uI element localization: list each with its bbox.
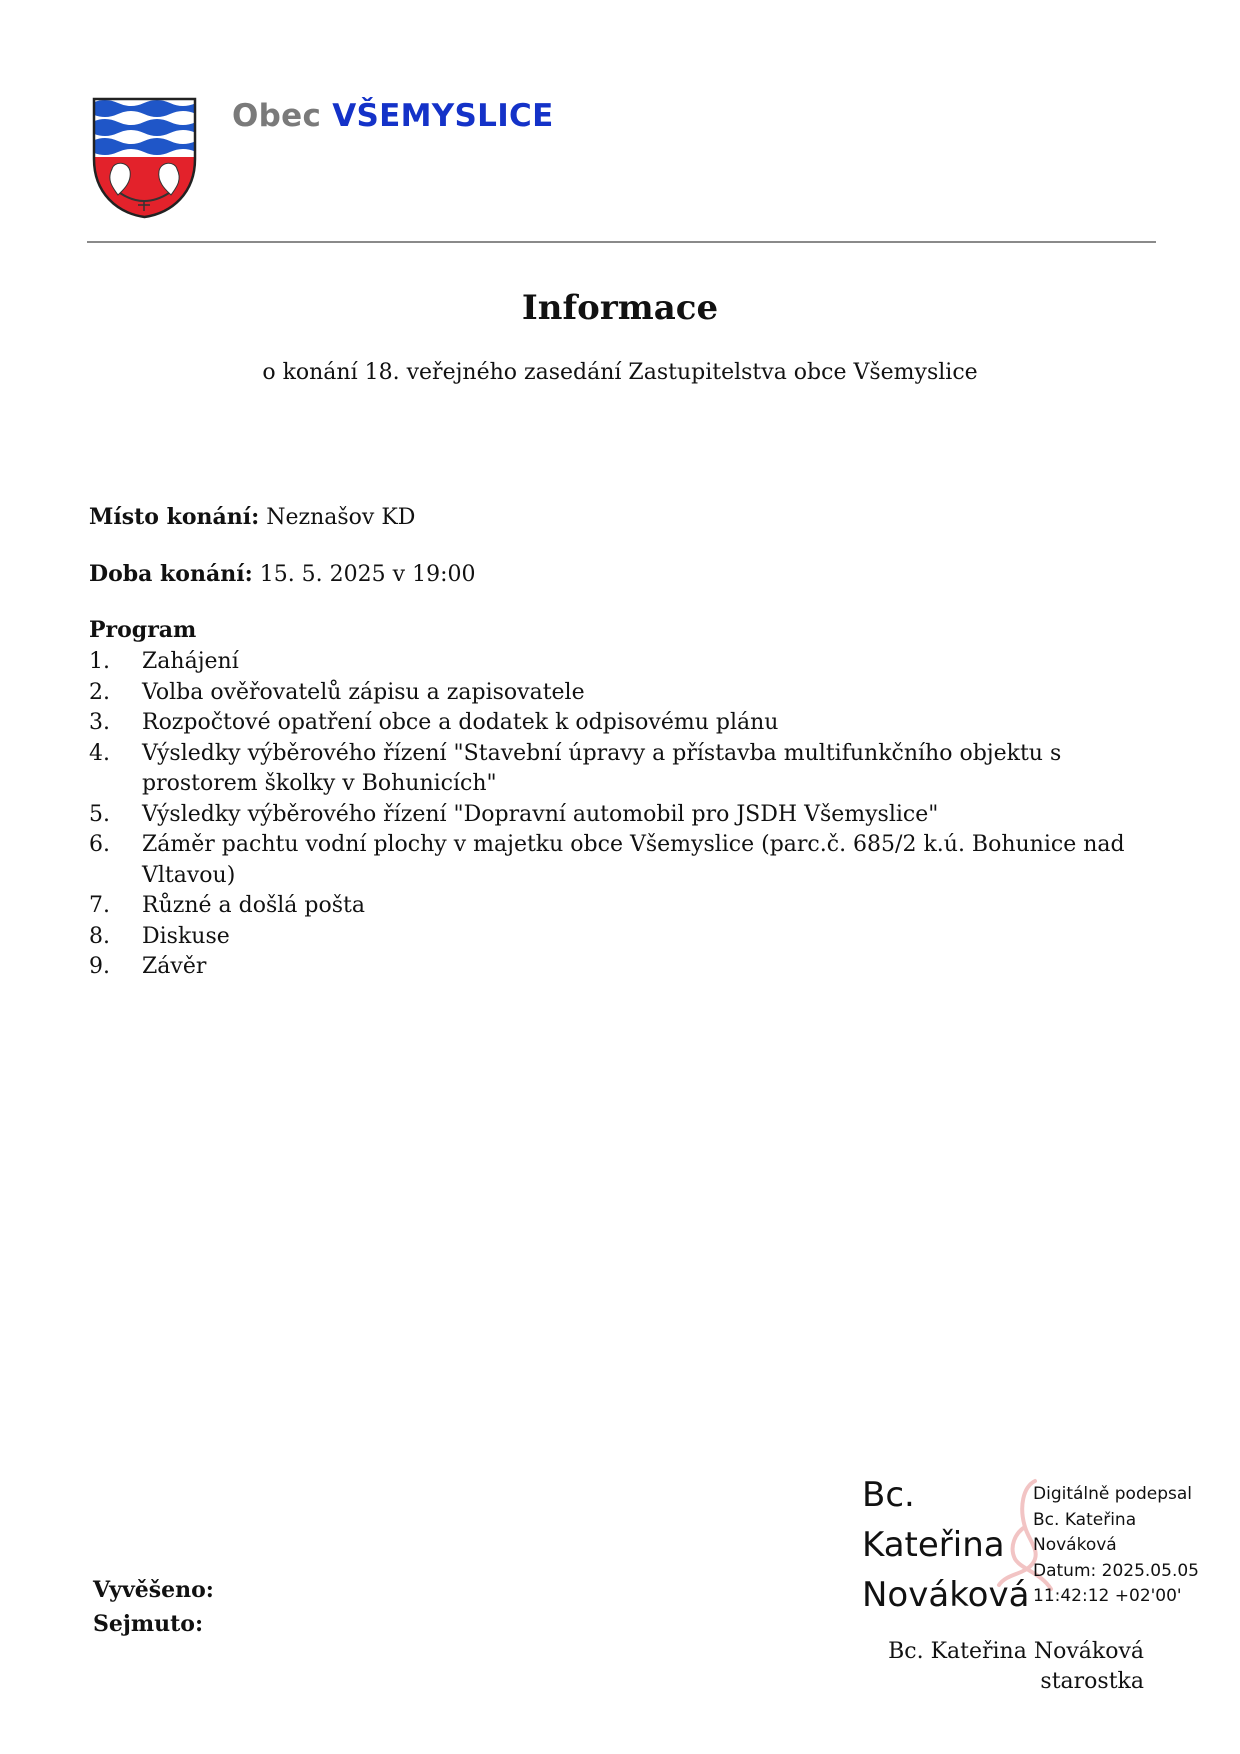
meeting-time [89, 561, 475, 587]
document-subtitle: o konání 18. veřejného zasedání Zastupitelstva obce Všemyslice [262, 360, 978, 385]
program-item-text: Výsledky výběrového řízení "Stavební úpravy a přístavba multifunkčního objektu s prostorem školky v Bohunicích" [142, 740, 1062, 796]
signature-name-line: Nováková [862, 1575, 1030, 1615]
program-item-text: Diskuse [142, 923, 230, 949]
program-item-text: Záměr pachtu vodní plochy v majetku obce Všemyslice (parc.č. 685/2 k.ú. Bohunice nad Vltavou) [142, 832, 1125, 888]
program-item-number: 3. [89, 710, 110, 735]
meeting-time-label: Doba konání: [89, 561, 253, 587]
signature-meta-line: Digitálně podepsal [1033, 1484, 1193, 1504]
signature-name-line: Kateřina [862, 1525, 1005, 1565]
signer-name: Bc. Kateřina Nováková [888, 1639, 1144, 1664]
program-item [89, 739, 1149, 800]
program-item-text: Závěr [142, 954, 207, 979]
program-item-number: 4. [89, 740, 110, 766]
signature-meta-line: 11:42:12 +02'00' [1033, 1586, 1182, 1606]
program-item [89, 952, 1149, 983]
signature-meta-line: Bc. Kateřina [1033, 1509, 1137, 1530]
document-title: Informace [521, 288, 719, 328]
program-item-text: Výsledky výběrového řízení "Dopravní automobil pro JSDH Všemyslice" [142, 801, 939, 827]
digital-signature-name [862, 1470, 1029, 1620]
meeting-place-label: Místo konání: [89, 504, 260, 530]
signer-block [888, 1637, 1144, 1697]
program-item-number: 1. [89, 649, 110, 674]
signature-meta-line: Datum: 2025.05.05 [1033, 1560, 1199, 1581]
program-item-text: Zahájení [142, 649, 239, 674]
coat-of-arms-icon [92, 97, 197, 219]
municipality-town: VŠEMYSLICE [332, 98, 554, 134]
program-item [89, 830, 1149, 891]
program-item [89, 708, 1149, 739]
program-item-number: 5. [89, 801, 110, 827]
municipality-prefix: Obec [232, 98, 322, 134]
header-divider [87, 241, 1156, 243]
program-item-number: 7. [89, 893, 110, 918]
program-item-number: 6. [89, 832, 110, 857]
meeting-place-value: Neznašov KD [266, 505, 416, 530]
program-item-number: 9. [89, 954, 110, 979]
program-item-text: Různé a došlá pošta [142, 893, 365, 918]
program-heading: Program [89, 617, 197, 643]
meeting-time-value: 15. 5. 2025 v 19:00 [259, 562, 476, 587]
signature-meta-line: Nováková [1033, 1535, 1117, 1555]
program-item [89, 922, 1149, 953]
program-item [89, 647, 1149, 678]
program-item-number: 8. [89, 923, 110, 949]
program-item-text: Volba ověřovatelů zápisu a zapisovatele [142, 679, 585, 705]
program-item-text: Rozpočtové opatření obce a dodatek k odpisovému plánu [142, 710, 779, 735]
program-item [89, 678, 1149, 709]
meeting-place [89, 504, 415, 530]
posted-date-label: Vyvěšeno: [93, 1577, 214, 1603]
program-item [89, 891, 1149, 922]
program-item-number: 2. [89, 679, 110, 705]
signature-name-line: Bc. [862, 1475, 915, 1515]
removed-date-label: Sejmuto: [93, 1611, 204, 1637]
signer-role: starostka [1040, 1669, 1144, 1694]
municipality-name [232, 98, 554, 134]
program-list [89, 647, 1149, 983]
program-item [89, 800, 1149, 831]
digital-signature-details [1033, 1482, 1199, 1610]
